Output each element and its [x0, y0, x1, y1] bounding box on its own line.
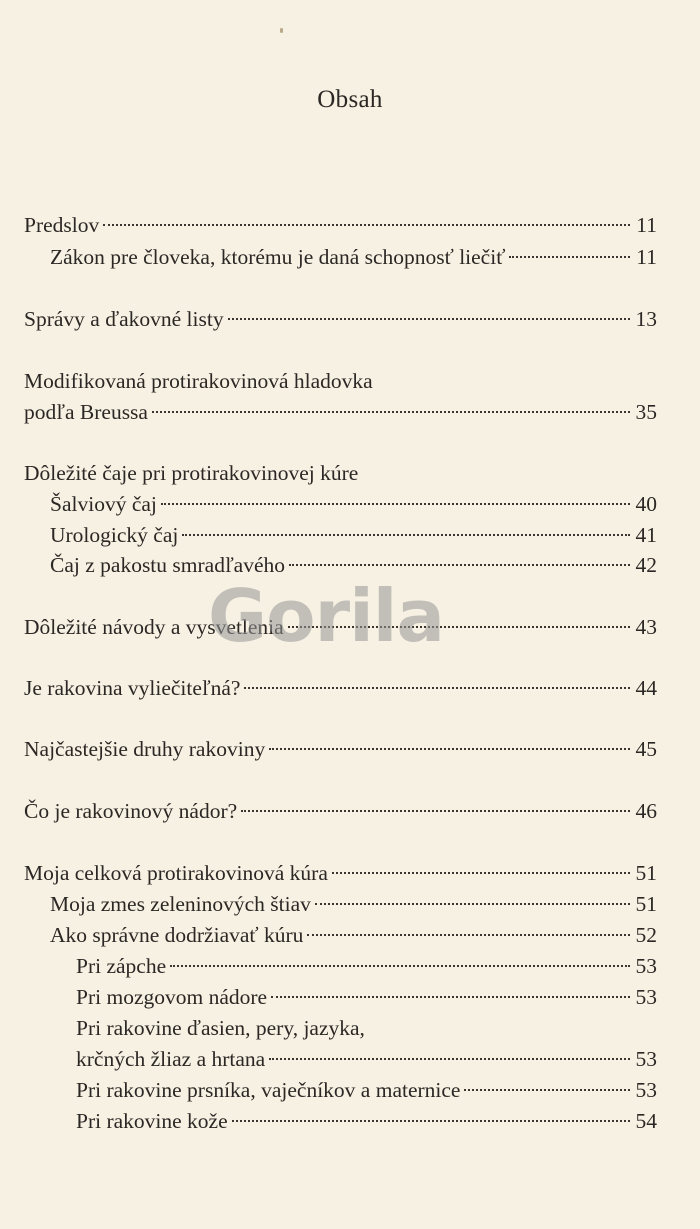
page-title: Obsah: [317, 86, 383, 113]
toc-entry-druhy[interactable]: [0, 734, 700, 764]
toc-entry-dasna-line2[interactable]: [0, 1044, 700, 1074]
toc-entry-page: 53: [635, 1047, 657, 1071]
toc-entry-prsnik[interactable]: [0, 1075, 700, 1105]
toc-entry-label: Pri rakovine prsníka, vaječníkov a maternice: [76, 1078, 461, 1102]
toc-entry-hladovka-line2[interactable]: [0, 397, 700, 427]
toc-entry-label: Ako správne dodržiavať kúru: [50, 923, 304, 947]
toc-entry-navody[interactable]: [0, 612, 700, 642]
toc-entry-page: 40: [635, 492, 657, 516]
dot-leader: [228, 318, 630, 320]
dot-leader: [307, 934, 629, 936]
dot-leader: [152, 411, 630, 413]
toc-entry-page: 46: [635, 799, 657, 823]
dot-leader: [244, 687, 629, 689]
dot-leader: [182, 534, 629, 536]
toc-entry-label: Moja celková protirakovinová kúra: [24, 861, 328, 885]
toc-entry-label: Moja zmes zeleninových štiav: [50, 892, 311, 916]
toc-entry-page: 11: [636, 213, 657, 237]
toc-entry-label: Modifikovaná protirakovinová hladovka: [24, 369, 373, 393]
toc-entry-dodrziavat[interactable]: [0, 920, 700, 950]
toc-entry-page: 54: [635, 1109, 657, 1133]
dot-leader: [288, 626, 630, 628]
toc-entry-dasna-line1[interactable]: [0, 1013, 700, 1043]
toc-entry-page: 41: [635, 523, 657, 547]
dot-leader: [241, 810, 629, 812]
toc-entry-label: Najčastejšie druhy rakoviny: [24, 737, 266, 761]
toc-entry-label: Predslov: [24, 213, 100, 237]
toc-entry-zakon[interactable]: [0, 242, 700, 272]
toc-entry-label: Šalviový čaj: [50, 492, 157, 516]
toc-entry-page: 53: [635, 954, 657, 978]
toc-entry-vyliecitelna[interactable]: [0, 673, 700, 703]
dot-leader: [170, 965, 629, 967]
toc-entry-pakost[interactable]: [0, 550, 700, 580]
toc-entry-page: 51: [635, 892, 657, 916]
toc-entry-label: Pri rakovine kože: [76, 1109, 228, 1133]
toc-entry-page: 44: [635, 676, 657, 700]
toc-entry-label: Pri rakovine ďasien, pery, jazyka,: [76, 1016, 365, 1040]
toc-entry-kura[interactable]: [0, 858, 700, 888]
toc-entry-label: podľa Breussa: [24, 400, 148, 424]
dot-leader: [315, 903, 630, 905]
dot-leader: [509, 256, 630, 258]
dot-leader: [103, 224, 630, 226]
toc-entry-page: 13: [635, 307, 657, 331]
dot-leader: [289, 564, 629, 566]
watermark-logo: Gorila: [208, 574, 445, 658]
toc-entry-label: Dôležité návody a vysvetlenia: [24, 615, 284, 639]
toc-entry-page: 43: [635, 615, 657, 639]
toc-entry-page: 35: [635, 400, 657, 424]
toc-entry-hladovka-line1[interactable]: [0, 366, 700, 396]
toc-entry-zapche[interactable]: [0, 951, 700, 981]
toc-entry-urologicky[interactable]: [0, 520, 700, 550]
toc-entry-label: Dôležité čaje pri protirakovinovej kúre: [24, 461, 359, 485]
toc-entry-label: Zákon pre človeka, ktorému je daná schopnosť liečiť: [50, 245, 506, 269]
toc-entry-label: Pri mozgovom nádore: [76, 985, 268, 1009]
toc-entry-caje[interactable]: [0, 458, 700, 488]
toc-entry-page: 52: [635, 923, 657, 947]
dot-leader: [161, 503, 630, 505]
dot-leader: [269, 1058, 629, 1060]
toc-entry-stiavy[interactable]: [0, 889, 700, 919]
toc-entry-label: Čo je rakovinový nádor?: [24, 799, 238, 823]
toc-entry-page: 53: [635, 1078, 657, 1102]
dot-leader: [269, 748, 629, 750]
toc-entry-mozgovy[interactable]: [0, 982, 700, 1012]
toc-entry-label: Čaj z pakostu smradľavého: [50, 553, 286, 577]
toc-entry-predslov[interactable]: [0, 210, 700, 240]
toc-entry-page: 11: [636, 245, 657, 269]
toc-entry-nador[interactable]: [0, 796, 700, 826]
toc-entry-spravy[interactable]: [0, 304, 700, 334]
toc-entry-label: Urologický čaj: [50, 523, 179, 547]
toc-entry-label: Pri zápche: [76, 954, 167, 978]
toc-entry-label: Správy a ďakovné listy: [24, 307, 224, 331]
dot-leader: [332, 872, 630, 874]
toc-entry-page: 53: [635, 985, 657, 1009]
dot-leader: [232, 1120, 630, 1122]
toc-entry-koza[interactable]: [0, 1106, 700, 1136]
toc-entry-page: 42: [635, 553, 657, 577]
toc-entry-salviovy[interactable]: [0, 489, 700, 519]
toc-entry-label: krčných žliaz a hrtana: [76, 1047, 266, 1071]
toc-entry-page: 45: [635, 737, 657, 761]
dot-leader: [464, 1089, 629, 1091]
toc-entry-page: 51: [635, 861, 657, 885]
dot-leader: [271, 996, 629, 998]
toc-entry-label: Je rakovina vyliečiteľná?: [24, 676, 241, 700]
